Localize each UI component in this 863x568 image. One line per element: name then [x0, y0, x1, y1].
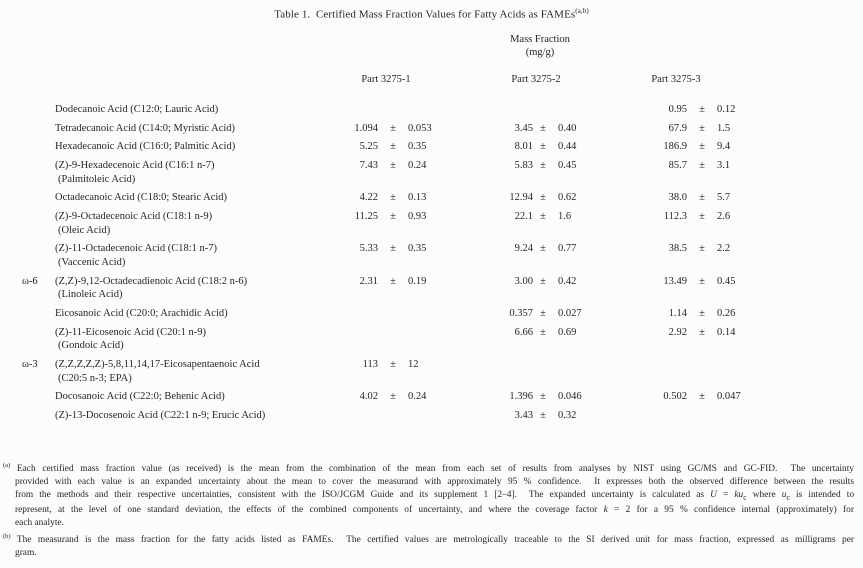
acid-name: Docosanoic Acid (C22:0; Behenic Acid)	[55, 391, 225, 403]
uncertainty-part2: 0.69	[558, 326, 577, 338]
plusminus-part2: ±	[540, 192, 546, 204]
uncertainty-part3: 3.1	[717, 159, 731, 171]
value-part2: 12.94	[509, 192, 533, 204]
uncertainty-part3: 0.047	[717, 391, 741, 403]
acid-name: (Z)-9-Hexadecenoic Acid (C16:1 n-7)	[55, 159, 215, 171]
value-part1: 4.02	[359, 391, 378, 403]
value-part2: 5.83	[514, 159, 533, 171]
value-part1: 11.25	[354, 210, 378, 222]
column-header-part-3275-1: Part 3275-1	[361, 74, 411, 85]
uncertainty-part1: 0.13	[408, 192, 427, 204]
uncertainty-part2: 1.6	[558, 210, 572, 222]
acid-name: (Z)-9-Octadecenoic Acid (C18:1 n-9)	[55, 210, 213, 222]
value-part1: 5.33	[359, 243, 378, 255]
uncertainty-part2: 0.77	[558, 243, 577, 255]
uncertainty-part1: 0.35	[408, 243, 427, 255]
acid-name: Octadecanoic Acid (C18:0; Stearic Acid)	[55, 192, 228, 204]
table-row	[0, 191, 812, 205]
acid-name-cell	[55, 103, 340, 117]
table-row	[0, 358, 812, 386]
plusminus-part1: ±	[390, 122, 396, 134]
uncertainty-part3: 9.4	[717, 141, 731, 153]
plusminus-part3: ±	[699, 141, 705, 153]
mass-fraction-label: Mass Fraction	[510, 34, 570, 45]
footnote-a-line: each analyte.	[15, 518, 64, 528]
acid-name-cell	[55, 191, 340, 205]
acid-name: Dodecanoic Acid (C12:0; Lauric Acid)	[55, 104, 219, 115]
acid-name-cell	[55, 122, 340, 136]
value-part3: 186.9	[663, 141, 687, 153]
plusminus-part1: ±	[390, 192, 396, 204]
footnote-a-line: represent, at the level of one standard deviation, the effects of the combined components of uncertainty, and where the coverage factor k = 2 for a 95 % confidence internal (approximately) for	[15, 505, 854, 515]
value-part1: 7.43	[359, 159, 378, 171]
uncertainty-part1: 0.35	[408, 141, 427, 153]
plusminus-part1: ±	[390, 358, 396, 370]
table-row	[0, 103, 812, 117]
uncertainty-part2: 0.45	[558, 159, 577, 171]
table-row	[0, 390, 812, 404]
acid-name-line2: (Gondoic Acid)	[58, 340, 124, 352]
footnote-a-marker: (a)	[3, 462, 11, 469]
omega-label: ω-3	[22, 358, 38, 370]
table-row	[0, 210, 812, 238]
uncertainty-part3: 1.5	[717, 122, 731, 134]
footnote-a	[3, 459, 854, 530]
value-part3: 112.3	[663, 210, 687, 222]
plusminus-part3: ±	[699, 210, 705, 222]
mass-fraction-unit: (mg/g)	[525, 47, 555, 58]
plusminus-part1: ±	[390, 275, 396, 287]
value-part3: 2.92	[668, 326, 687, 338]
uncertainty-part2: 0.046	[558, 391, 582, 403]
plusminus-part1: ±	[390, 159, 396, 171]
uncertainty-part2: 0.32	[558, 409, 577, 421]
value-part2: 8.01	[514, 141, 533, 153]
value-part2: 3.45	[514, 122, 533, 134]
uncertainty-part2: 0.42	[558, 275, 577, 287]
column-header-part-3275-2: Part 3275-2	[511, 74, 561, 85]
value-part1: 1.094	[354, 122, 378, 134]
acid-name-line2: (Vaccenic Acid)	[58, 256, 126, 268]
footnotes	[3, 459, 854, 560]
uncertainty-part1: 0.24	[408, 159, 427, 171]
uncertainty-part3: 0.12	[717, 104, 736, 115]
table-row	[0, 140, 812, 154]
footnote-a-line: from the methods and their respective uncertainties, consistent with the ISO/JCGM Guide and its supplement 1 [2–4]. The expanded uncertainty is calculated as $U = ku_c$ where $u_c$ is intended to	[15, 490, 855, 502]
value-part3: 38.5	[668, 243, 687, 255]
acid-name-cell	[55, 307, 340, 321]
plusminus-part3: ±	[699, 104, 705, 115]
uncertainty-part2: 0.44	[558, 141, 577, 153]
footnote-a-line	[3, 459, 854, 476]
plusminus-part2: ±	[540, 409, 546, 421]
value-part3: 38.0	[668, 192, 687, 204]
uncertainty-part1: 0.24	[408, 391, 427, 403]
column-header-part-3275-3: Part 3275-3	[651, 74, 701, 85]
acid-name-cell	[55, 210, 340, 238]
value-part2: 1.396	[509, 391, 533, 403]
value-part3: 67.9	[668, 122, 687, 134]
plusminus-part2: ±	[540, 141, 546, 153]
uncertainty-part3: 0.45	[717, 275, 736, 287]
acid-name: Eicosanoic Acid (C20:0; Arachidic Acid)	[55, 307, 228, 319]
uncertainty-part2: 0.62	[558, 192, 577, 204]
plusminus-part2: ±	[540, 275, 546, 287]
plusminus-part1: ±	[390, 391, 396, 403]
value-part3: 13.49	[663, 275, 687, 287]
plusminus-part2: ±	[540, 159, 546, 171]
acid-name-cell	[55, 242, 340, 270]
footnote-a-line: provided with each value is an expanded uncertainty about the mean to cover the measurand with approximately 95 % confidence. It expresses both the observed difference between the results	[15, 477, 854, 488]
plusminus-part1: ±	[390, 243, 396, 255]
uncertainty-part1: 0.93	[408, 210, 427, 222]
value-part2: 0.357	[509, 307, 533, 319]
uncertainty-part3: 0.14	[717, 326, 736, 338]
footnote-b	[3, 530, 854, 560]
fatty-acid-table	[0, 103, 812, 428]
uncertainty-part3: 2.2	[717, 243, 731, 255]
plusminus-part1: ±	[390, 141, 396, 153]
acid-name-line2: (Oleic Acid)	[58, 224, 111, 236]
table-row	[0, 275, 812, 303]
value-part3: 85.7	[668, 159, 687, 171]
value-part1: 2.31	[359, 275, 378, 287]
uncertainty-part3: 2.6	[717, 210, 731, 222]
acid-name-cell	[55, 275, 340, 303]
table-row	[0, 159, 812, 187]
plusminus-part3: ±	[699, 326, 705, 338]
acid-name-cell	[55, 140, 340, 154]
plusminus-part1: ±	[390, 210, 396, 222]
acid-name: (Z,Z,Z,Z,Z)-5,8,11,14,17-Eicosapentaenoic Acid	[55, 358, 260, 370]
acid-name-line2: (C20:5 n-3; EPA)	[58, 372, 132, 384]
acid-name: (Z)-11-Eicosenoic Acid (C20:1 n-9)	[55, 326, 206, 338]
acid-name: Hexadecanoic Acid (C16:0; Palmitic Acid)	[55, 141, 236, 153]
uncertainty-part3: 0.26	[717, 307, 736, 319]
table-row	[0, 409, 812, 423]
acid-name-line2: (Palmitoleic Acid)	[58, 173, 136, 185]
table-title: Table 1. Certified Mass Fraction Values for Fatty Acids as FAMEs$^{(a,b)}$	[274, 7, 589, 21]
table-row	[0, 326, 812, 354]
plusminus-part2: ±	[540, 122, 546, 134]
acid-name-cell	[55, 390, 340, 404]
value-part3: 0.502	[663, 391, 687, 403]
footnote-b-marker: (b)	[3, 533, 11, 540]
uncertainty-part3: 5.7	[717, 192, 731, 204]
value-part2: 6.66	[514, 326, 533, 338]
plusminus-part2: ±	[540, 210, 546, 222]
acid-name: Tetradecanoic Acid (C14:0; Myristic Acid)	[55, 122, 236, 134]
value-part1: 4.22	[359, 192, 378, 204]
mass-fraction-header	[390, 33, 690, 59]
value-part2: 22.1	[514, 210, 533, 222]
uncertainty-part2: 0.027	[558, 307, 582, 319]
omega-label: ω-6	[22, 275, 38, 287]
value-part2: 3.00	[514, 275, 533, 287]
plusminus-part3: ±	[699, 243, 705, 255]
plusminus-part3: ±	[699, 307, 705, 319]
acid-name: (Z)-13-Docosenoic Acid (C22:1 n-9; Erucic Acid)	[55, 409, 266, 421]
plusminus-part3: ±	[699, 122, 705, 134]
footnote-b-text: The measurand is the mass fraction for the fatty acids listed as FAMEs. The certified values are metrologically traceable to the SI derived unit for mass fraction, expressed as milligrams per	[16, 535, 854, 546]
plusminus-part2: ±	[540, 326, 546, 338]
acid-name-cell	[55, 326, 340, 354]
footnote-b-line	[3, 530, 854, 547]
footnote-a-text: Each certified mass fraction value (as received) is the mean from the combination of the mean from each set of results from analyses by NIST using GC/MS and GC-FID. The uncertainty	[16, 464, 854, 475]
table-row	[0, 122, 812, 136]
value-part3: 1.14	[668, 307, 687, 319]
plusminus-part3: ±	[699, 275, 705, 287]
value-part2: 9.24	[514, 243, 533, 255]
acid-name-line2: (Linoleic Acid)	[58, 289, 123, 301]
plusminus-part2: ±	[540, 243, 546, 255]
value-part1: 5.25	[359, 141, 378, 153]
acid-name: (Z,Z)-9,12-Octadecadienoic Acid (C18:2 n-6)	[55, 275, 248, 287]
plusminus-part2: ±	[540, 391, 546, 403]
uncertainty-part1: 12	[408, 358, 419, 370]
uncertainty-part2: 0.40	[558, 122, 577, 134]
acid-name-cell	[55, 409, 340, 423]
plusminus-part3: ±	[699, 159, 705, 171]
value-part3: 0.95	[668, 104, 687, 115]
uncertainty-part1: 0.19	[408, 275, 427, 287]
footnote-b-line: gram.	[15, 548, 37, 559]
plusminus-part2: ±	[540, 307, 546, 319]
table-row	[0, 307, 812, 321]
acid-name-cell	[55, 358, 340, 386]
uncertainty-part1: 0.053	[408, 122, 432, 134]
acid-name: (Z)-11-Octadecenoic Acid (C18:1 n-7)	[55, 243, 218, 255]
acid-name-cell	[55, 159, 340, 187]
plusminus-part3: ±	[699, 391, 705, 403]
table-row	[0, 242, 812, 270]
plusminus-part3: ±	[699, 192, 705, 204]
value-part2: 3.43	[514, 409, 533, 421]
value-part1: 113	[362, 358, 378, 370]
